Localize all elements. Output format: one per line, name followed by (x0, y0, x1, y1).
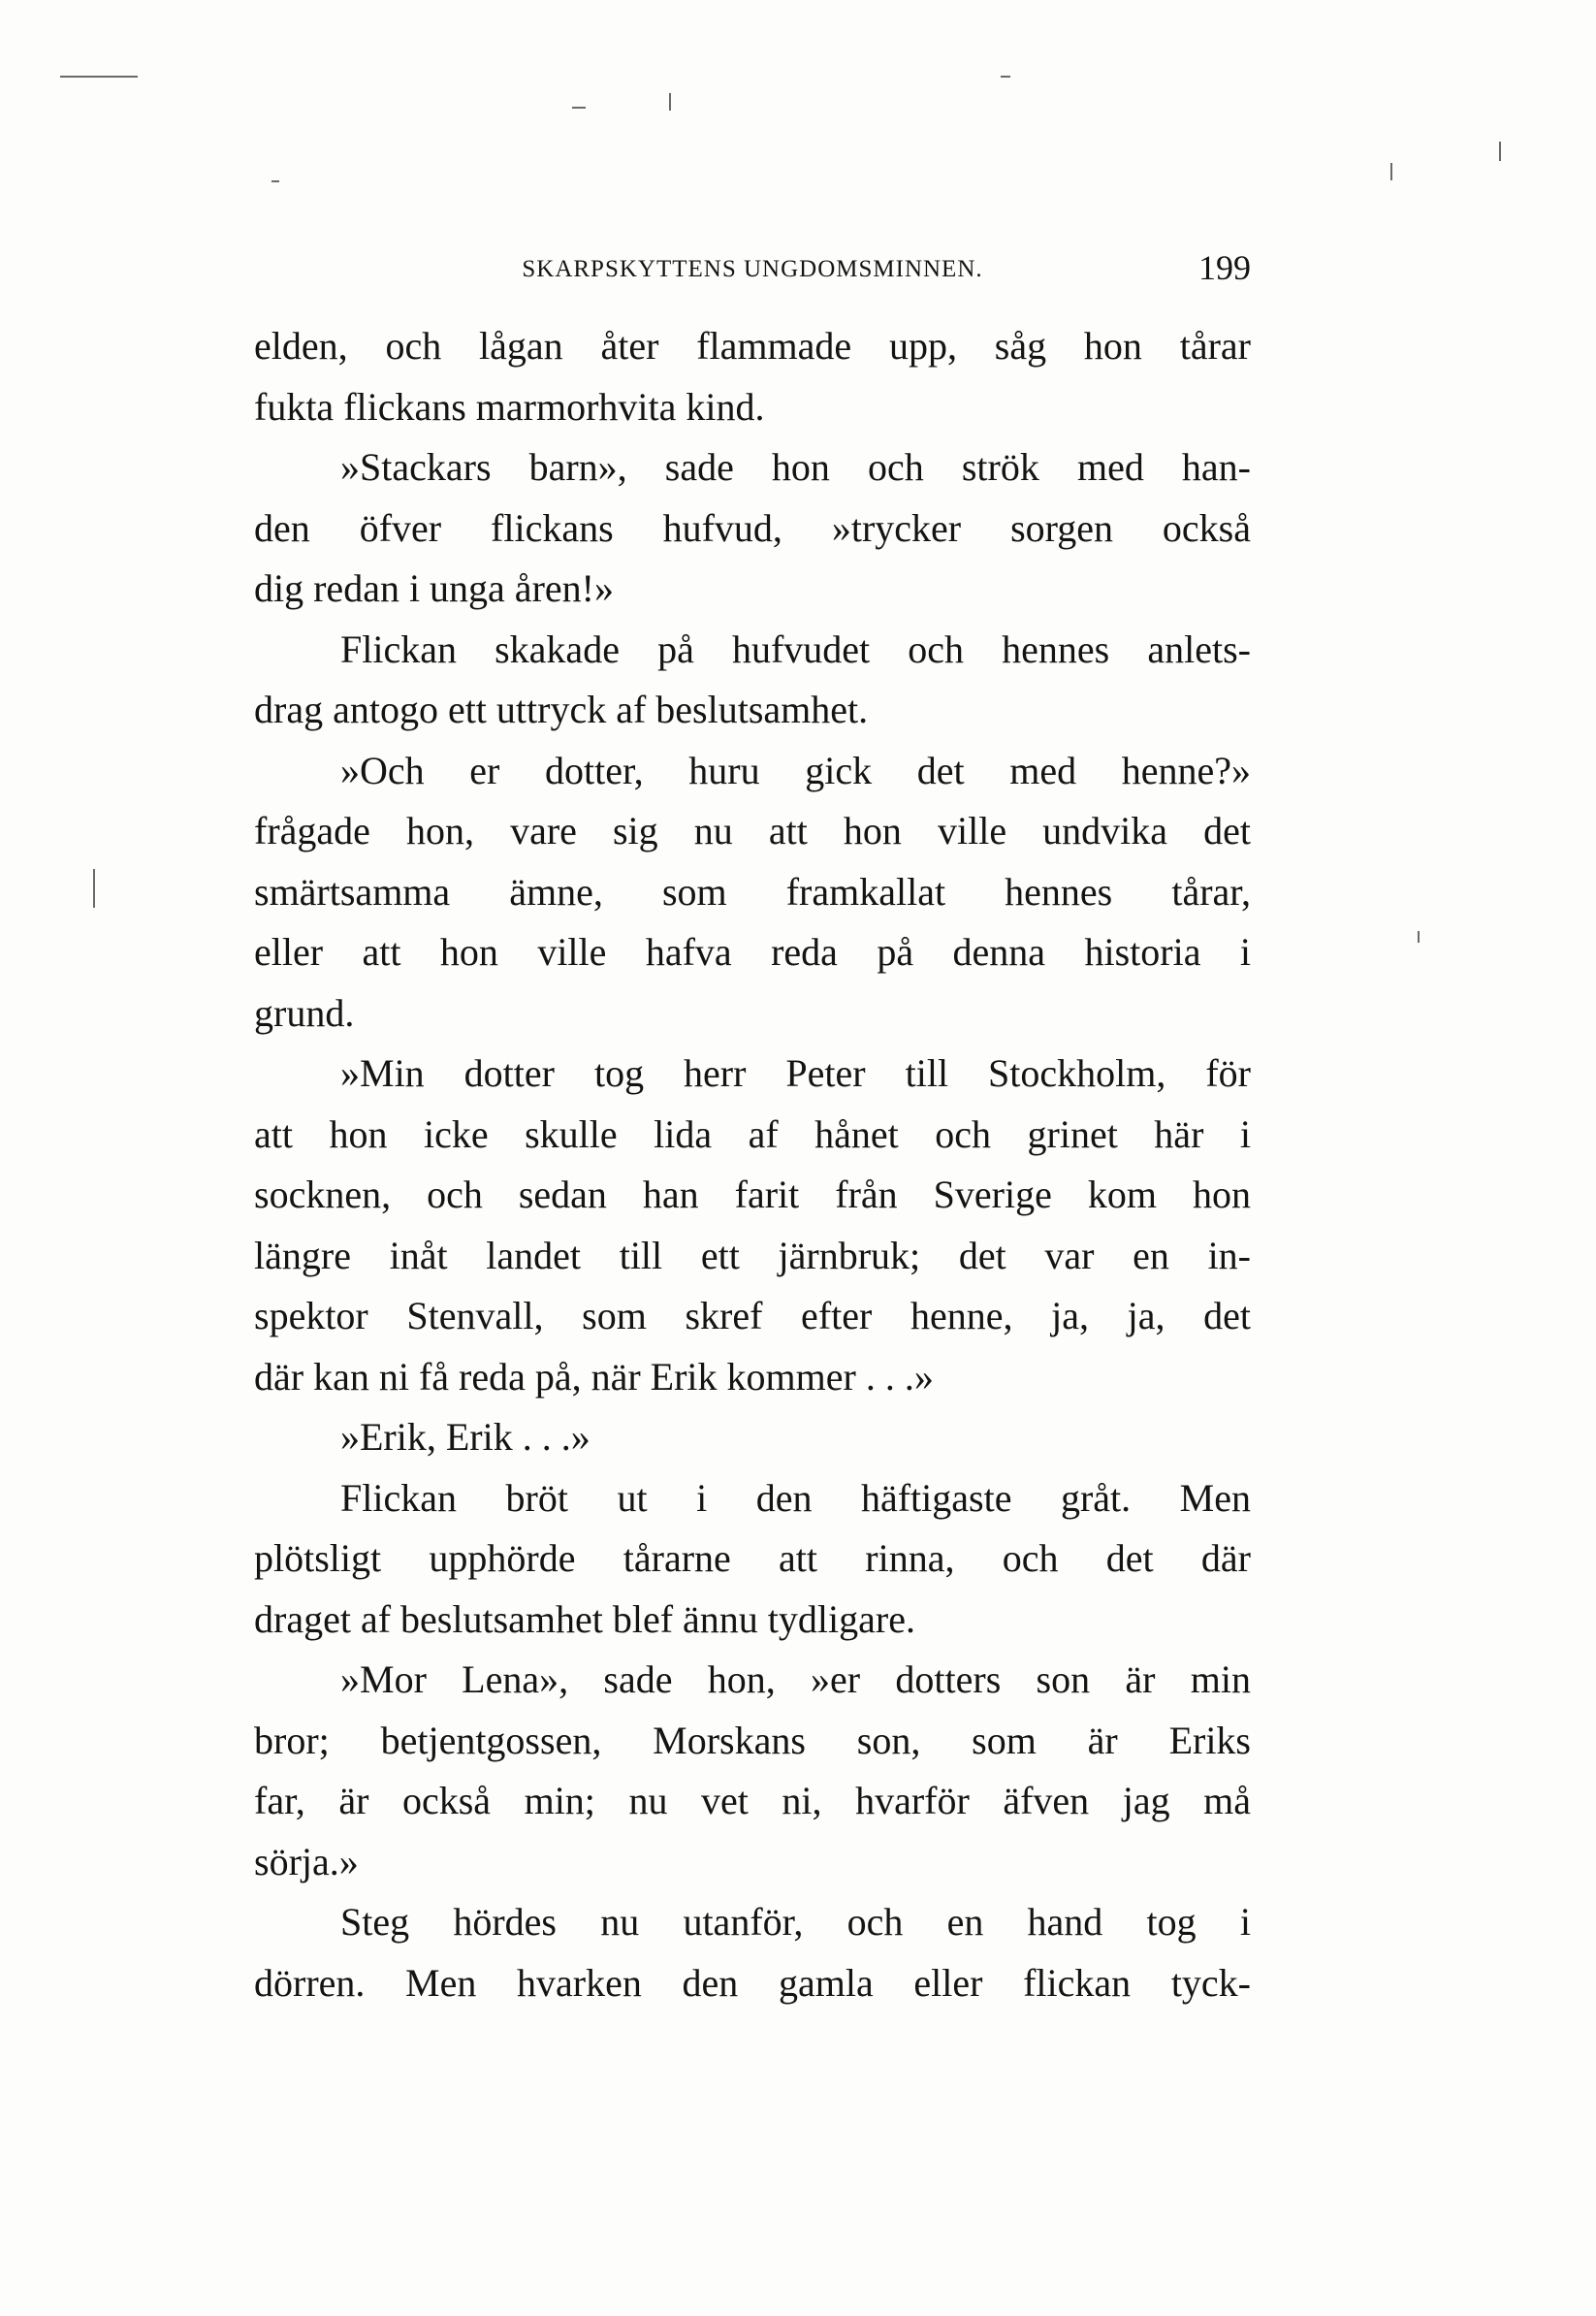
text-line: Flickan bröt ut i den häftigaste gråt. Men (340, 1475, 1251, 1520)
text-line: längre inåt landet till ett järnbruk; det var en in- (254, 1233, 1251, 1277)
scan-speck (93, 869, 95, 908)
text-line: »Och er dotter, huru gick det med henne?» (340, 748, 1251, 792)
text-line: »Min dotter tog herr Peter till Stockholm, för (340, 1051, 1251, 1095)
scan-speck (271, 180, 279, 182)
text-line: far, är också min; nu vet ni, hvarför äfven jag må (254, 1779, 1251, 1822)
scan-speck (1390, 163, 1392, 180)
text-line: Flickan skakade på hufvudet och hennes anlets- (340, 627, 1251, 671)
scan-speck (669, 93, 671, 111)
text-line: bror; betjentgossen, Morskans son, som är Eriks (254, 1718, 1251, 1762)
text-line: grund. (254, 990, 355, 1035)
text-line: »Stackars barn», sade hon och strök med han- (340, 445, 1251, 489)
running-head (254, 250, 1251, 289)
text-line: frågade hon, vare sig nu att hon ville undvika det (254, 809, 1251, 852)
text-line: den öfver flickans hufvud, »trycker sorgen också (254, 505, 1251, 550)
text-line: draget af beslutsamhet blef ännu tydligare. (254, 1596, 915, 1641)
text-line: »Erik, Erik . . .» (340, 1415, 591, 1459)
text-line: spektor Stenvall, som skref efter henne, ja, ja, det (254, 1294, 1251, 1337)
text-line: drag antogo ett uttryck af beslutsamhet. (254, 688, 869, 731)
scan-speck (1001, 76, 1010, 78)
text-line: »Mor Lena», sade hon, »er dotters son är min (340, 1657, 1251, 1701)
text-line: fukta flickans marmorhvita kind. (254, 384, 765, 429)
scan-speck (1418, 931, 1420, 943)
text-line: socknen, och sedan han farit från Sverige kom hon (254, 1173, 1251, 1216)
running-title: SKARPSKYTTENS UNGDOMSMINNEN. (522, 256, 983, 282)
text-line: att hon icke skulle lida af hånet och grinet här i (254, 1111, 1251, 1156)
text-line: där kan ni få reda på, när Erik kommer . . .» (254, 1354, 934, 1399)
text-line: plötsligt upphörde tårarne att rinna, och det där (254, 1536, 1251, 1580)
scan-speck (60, 76, 138, 78)
body-text (254, 316, 1251, 2013)
text-line: smärtsamma ämne, som framkallat hennes tårar, (254, 869, 1251, 914)
text-line: sörja.» (254, 1839, 359, 1883)
page-number: 199 (1198, 248, 1251, 287)
text-line: eller att hon ville hafva reda på denna historia i (254, 930, 1251, 974)
text-line: dig redan i unga åren!» (254, 566, 614, 610)
scan-speck (1499, 142, 1501, 161)
text-line: Steg hördes nu utanför, och en hand tog i (340, 1900, 1251, 1944)
scan-speck (572, 107, 586, 109)
text-line: dörren. Men hvarken den gamla eller flickan tyck- (254, 1960, 1251, 2005)
text-line: elden, och lågan åter flammade upp, såg hon tårar (254, 324, 1251, 368)
